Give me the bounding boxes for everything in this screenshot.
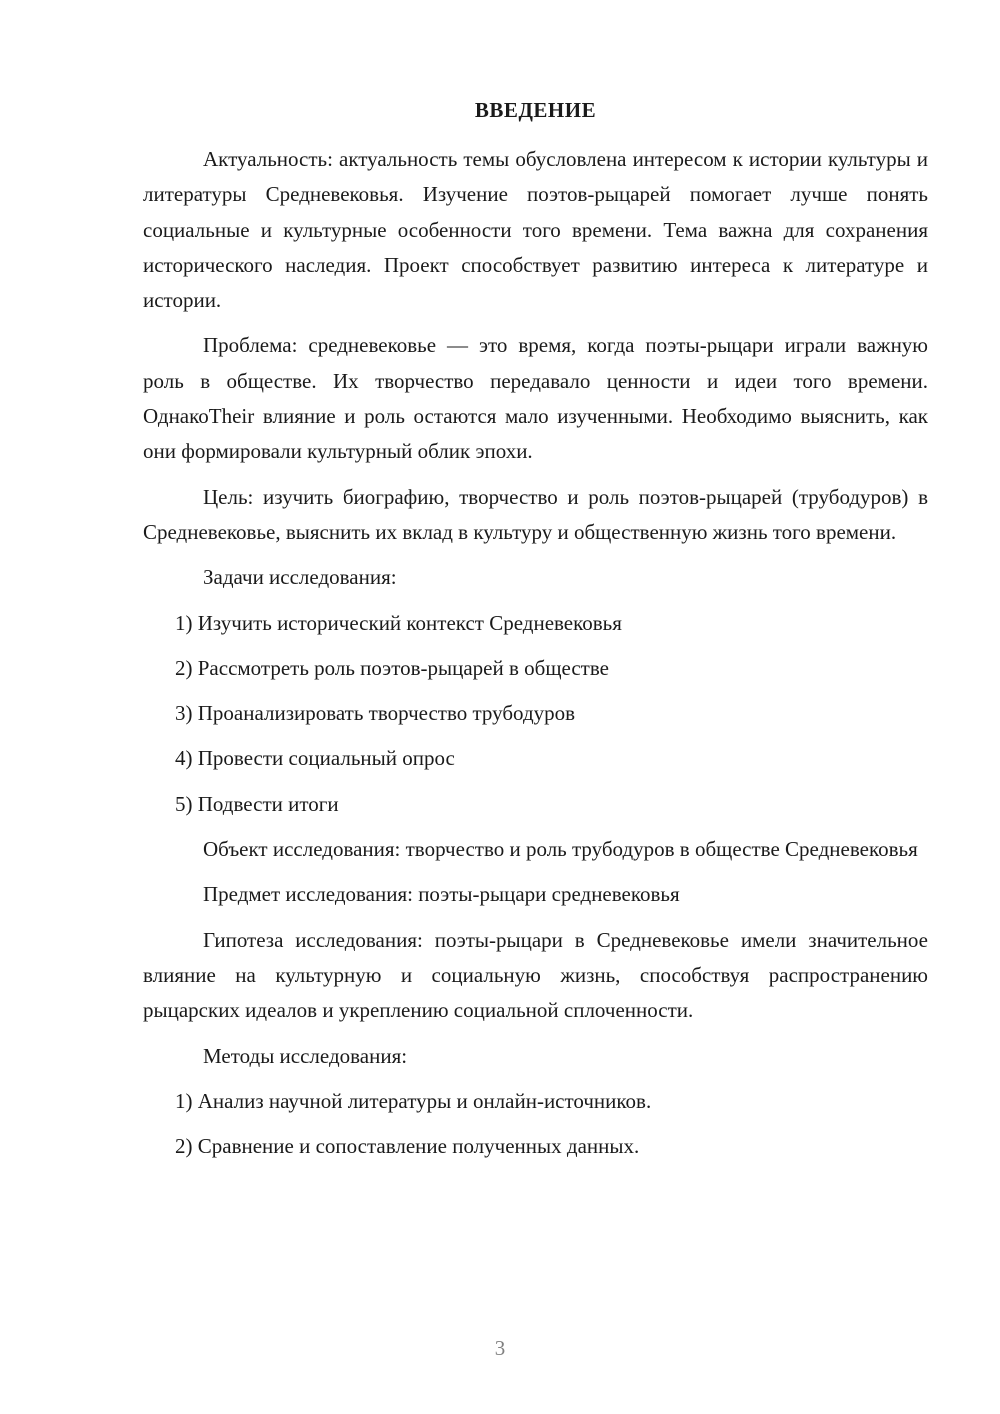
relevance-paragraph: Актуальность: актуальность темы обусловлена интересом к истории культуры и литературы Средневековья. Изучение поэтов-рыцарей помогает лучше понять социальные и культурные особенности того времени. Тема важна для сохранения исторического наследия. Проект способствует развитию интереса к литературе и истории. bbox=[143, 147, 928, 313]
hypothesis-paragraph: Гипотеза исследования: поэты-рыцари в Средневековье имели значительное влияние на культурную и социальную жизнь, способствуя распространению рыцарских идеалов и укреплению социальной сплоченности. bbox=[143, 927, 928, 1023]
subject-paragraph: Предмет исследования: поэты-рыцари средневековья bbox=[203, 882, 680, 907]
list-item: 4) Провести социальный опрос bbox=[175, 746, 455, 771]
page-title: ВВЕДЕНИЕ bbox=[474, 98, 597, 122]
list-item: 1) Изучить исторический контекст Средневековья bbox=[175, 610, 622, 635]
list-item: 3) Проанализировать творчество трубодуров bbox=[175, 701, 576, 726]
goal-paragraph: Цель: изучить биографию, творчество и роль поэтов-рыцарей (трубодуров) в Средневековье, выяснить их вклад в культуру и общественную жизнь того времени. bbox=[143, 484, 928, 544]
methods-list bbox=[143, 1084, 928, 1165]
list-item: 1) Анализ научной литературы и онлайн-источников. bbox=[175, 1088, 652, 1113]
list-item: 2) Рассмотреть роль поэтов-рыцарей в обществе bbox=[175, 655, 609, 680]
list-item: 5) Подвести итоги bbox=[175, 791, 339, 816]
tasks-list bbox=[143, 606, 928, 822]
body-text bbox=[143, 142, 928, 1174]
problem-paragraph: Проблема: средневековье — это время, когда поэты-рыцари играли важную роль в обществе. Их творчество передавало ценности и идеи того времени. ОднакоTheir влияние и роль остаются мало изученными. Необходимо выяснить, как они формировали культурный облик эпохи. bbox=[143, 333, 928, 464]
tasks-heading: Задачи исследования: bbox=[203, 565, 397, 590]
list-item: 2) Сравнение и сопоставление полученных данных. bbox=[175, 1134, 640, 1159]
page-number: 3 bbox=[494, 1336, 506, 1360]
methods-heading: Методы исследования: bbox=[203, 1043, 408, 1068]
object-paragraph: Объект исследования: творчество и роль трубодуров в обществе Средневековья bbox=[203, 837, 918, 862]
